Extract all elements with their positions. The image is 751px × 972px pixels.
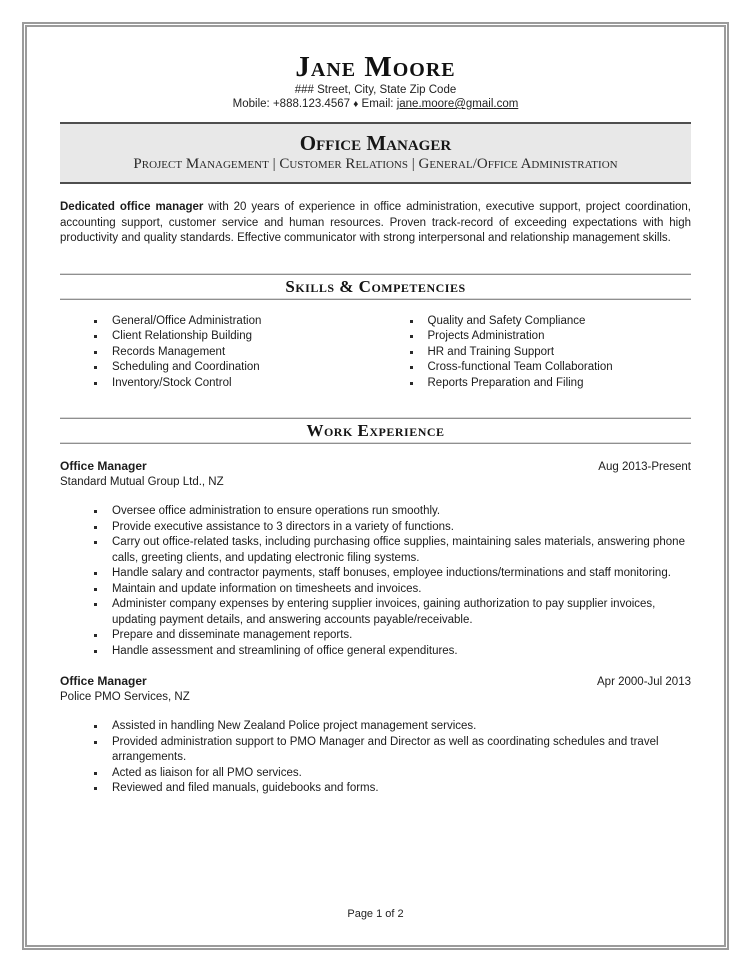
resume-page [27, 27, 724, 945]
section-rule [60, 273, 691, 275]
job-bullet: ▪ Maintain and update information on timesheets and invoices. [106, 582, 691, 598]
banner-subtitle: Project Management | Customer Relations | General/Office Administration [133, 156, 618, 172]
job-title: Office Manager [60, 459, 147, 473]
job-bullet: ▪ Prepare and disseminate management reports. [106, 628, 691, 644]
skills-list-right [376, 314, 692, 392]
diamond-separator-icon: ♦ [353, 99, 359, 110]
mobile-label: Mobile: [232, 98, 270, 110]
skill-item: ▪ Client Relationship Building [106, 329, 376, 345]
job-header [60, 459, 691, 475]
summary-lead: Dedicated office manager [60, 201, 204, 213]
job-company: Standard Mutual Group Ltd., NZ [60, 476, 224, 488]
skills-grid [60, 314, 691, 392]
job-title: Office Manager [60, 674, 147, 688]
skill-item: ▪ General/Office Administration [106, 314, 376, 330]
job-bullet: ▪ Handle assessment and streamlining of office general expenditures. [106, 644, 691, 660]
summary-paragraph [60, 200, 691, 247]
job-entry [60, 459, 691, 659]
skills-list-left [60, 314, 376, 392]
skills-section-heading [60, 273, 691, 300]
experience-section-heading [60, 417, 691, 444]
job-bullet: ▪ Assisted in handling New Zealand Police project management services. [106, 719, 691, 735]
job-bullet: ▪ Oversee office administration to ensure operations run smoothly. [106, 504, 691, 520]
candidate-name: Jane Moore [295, 51, 456, 83]
job-dates: Apr 2000-Jul 2013 [597, 676, 691, 688]
skill-item: ▪ Reports Preparation and Filing [422, 376, 692, 392]
page-number: Page 1 of 2 [347, 908, 404, 920]
email-label: Email: [361, 98, 394, 110]
skill-item: ▪ Inventory/Stock Control [106, 376, 376, 392]
email-link[interactable]: jane.moore@gmail.com [396, 98, 519, 110]
section-rule [60, 417, 691, 419]
skill-item: ▪ Projects Administration [422, 329, 692, 345]
job-company: Police PMO Services, NZ [60, 691, 190, 703]
skill-item: ▪ Quality and Safety Compliance [422, 314, 692, 330]
job-dates: Aug 2013-Present [598, 461, 691, 473]
title-banner [60, 122, 691, 184]
skill-item: ▪ HR and Training Support [422, 345, 692, 361]
job-bullet: ▪ Provide executive assistance to 3 directors in a variety of functions. [106, 520, 691, 536]
job-bullet-list [60, 719, 691, 797]
job-bullet: ▪ Administer company expenses by entering supplier invoices, gaining authorization to pay supplier invoices, updating payment details, and answering accounts payable/receivable. [106, 597, 691, 628]
job-header [60, 674, 691, 690]
address-line: ### Street, City, State Zip Code [294, 84, 457, 96]
job-bullet-list [60, 504, 691, 659]
job-bullet: ▪ Carry out office-related tasks, including purchasing office supplies, maintaining sales materials, answering phone calls, greeting clients, and updating electronic filing systems. [106, 535, 691, 566]
section-rule [60, 442, 691, 444]
skill-item: ▪ Records Management [106, 345, 376, 361]
skill-item: ▪ Scheduling and Coordination [106, 360, 376, 376]
header [60, 51, 691, 112]
section-title-skills: Skills & Competencies [285, 276, 466, 296]
job-bullet: ▪ Acted as liaison for all PMO services. [106, 766, 691, 782]
job-bullet: ▪ Reviewed and filed manuals, guidebooks and forms. [106, 781, 691, 797]
mobile-number: +888.123.4567 [272, 98, 351, 110]
section-title-experience: Work Experience [306, 421, 445, 440]
job-bullet: ▪ Handle salary and contractor payments, staff bonuses, employee inductions/terminations and staff monitoring. [106, 566, 691, 582]
contact-line [60, 97, 691, 112]
summary-text: with 20 years of experience in office administration, executive support, project coordination, accounting support, customer service and human resources. Proven track-record of exceeding expectations with high productivity and quality standards. Effective communicator with strong interpersonal and relationship management skills. [60, 201, 691, 244]
banner-title: Office Manager [299, 131, 452, 155]
section-rule [60, 298, 691, 300]
job-entry [60, 674, 691, 797]
skill-item: ▪ Cross-functional Team Collaboration [422, 360, 692, 376]
job-bullet: ▪ Provided administration support to PMO Manager and Director as well as coordinating schedules and travel arrangements. [106, 735, 691, 766]
